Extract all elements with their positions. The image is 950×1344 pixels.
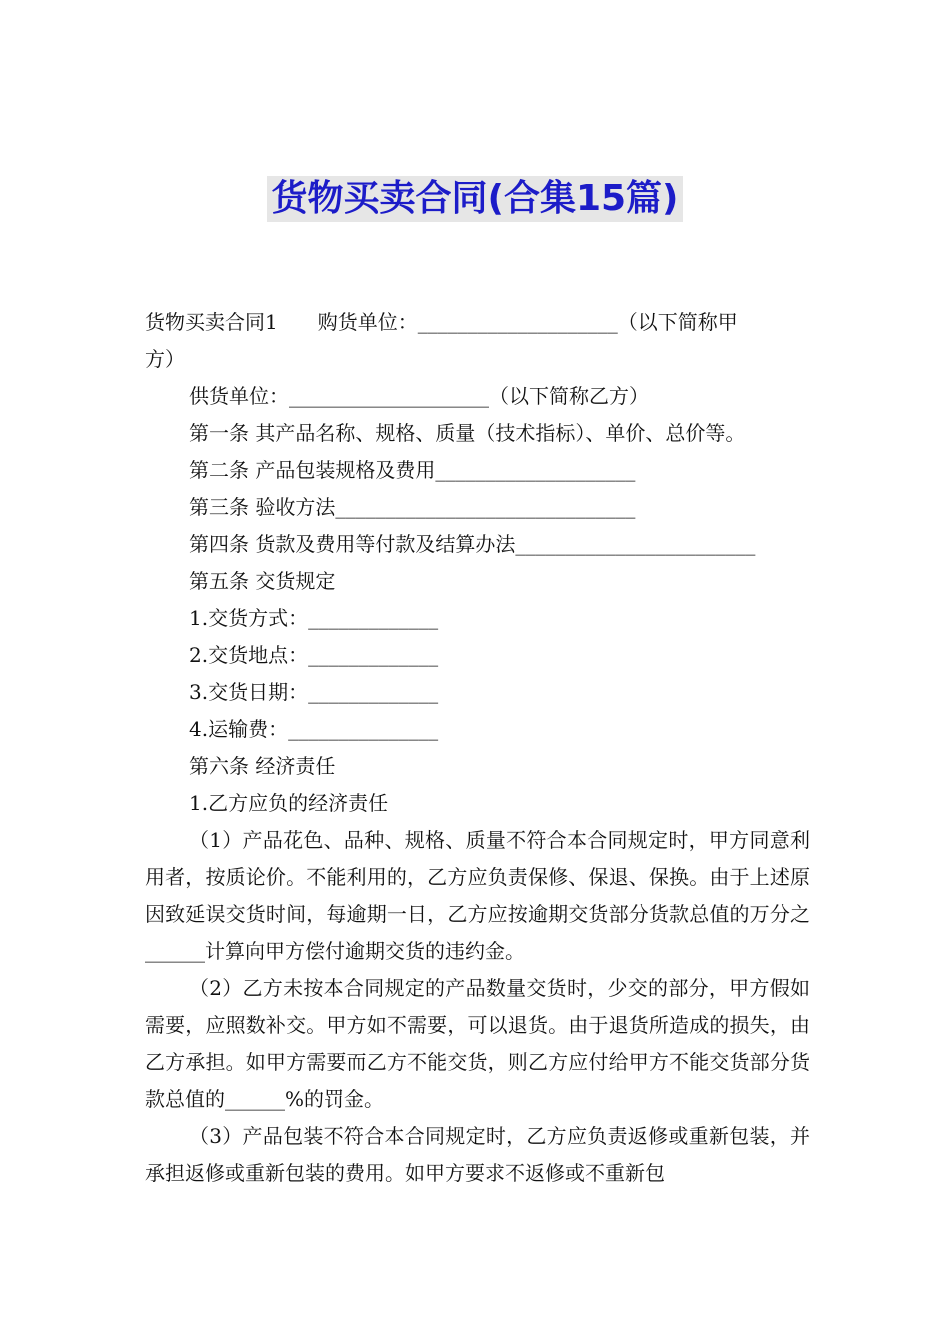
line-supplier: 供货单位：____________________（以下简称乙方） [189, 384, 649, 408]
line-buyer: 货物买卖合同1 购货单位：____________________（以下简称甲 [145, 310, 738, 334]
paragraph-3: （3）产品包装不符合本合同规定时，乙方应负责返修或重新包装，并承担返修或重新包装的费用。如甲方要求不返修或不重新包 [145, 1124, 810, 1185]
article-3: 第三条 验收方法______________________________ [189, 495, 636, 519]
article-2: 第二条 产品包装规格及费用____________________ [189, 458, 636, 482]
delivery-location: 2.交货地点：_____________ [189, 643, 439, 667]
transport-fee: 4.运输费：_______________ [189, 717, 439, 741]
document-body [145, 304, 810, 1192]
delivery-method: 1.交货方式：_____________ [189, 606, 439, 630]
article-1: 第一条 其产品名称、规格、质量（技术指标）、单价、总价等。 [189, 421, 746, 445]
article-5: 第五条 交货规定 [189, 569, 336, 593]
line-buyer-cont: 方） [145, 347, 185, 371]
delivery-date: 3.交货日期：_____________ [189, 680, 439, 704]
article-6: 第六条 经济责任 [189, 754, 336, 778]
paragraph-2: （2）乙方未按本合同规定的产品数量交货时，少交的部分，甲方假如需要，应照数补交。甲方如不需要，可以退货。由于退货所造成的损失，由乙方承担。如甲方需要而乙方不能交货，则乙方应付给甲方不能交货部分货款总值的______%的罚金。 [145, 976, 810, 1111]
title-area [0, 176, 950, 222]
paragraph-1: （1）产品花色、品种、规格、质量不符合本合同规定时，甲方同意利用者，按质论价。不能利用的，乙方应负责保修、保退、保换。由于上述原因致延误交货时间，每逾期一日，乙方应按逾期交货部分货款总值的万分之______计算向甲方偿付逾期交货的违约金。 [145, 828, 810, 963]
document-title: 货物买卖合同(合集15篇) [267, 176, 682, 222]
party-b-liability: 1.乙方应负的经济责任 [189, 791, 389, 815]
article-4: 第四条 货款及费用等付款及结算办法________________________ [189, 532, 756, 556]
